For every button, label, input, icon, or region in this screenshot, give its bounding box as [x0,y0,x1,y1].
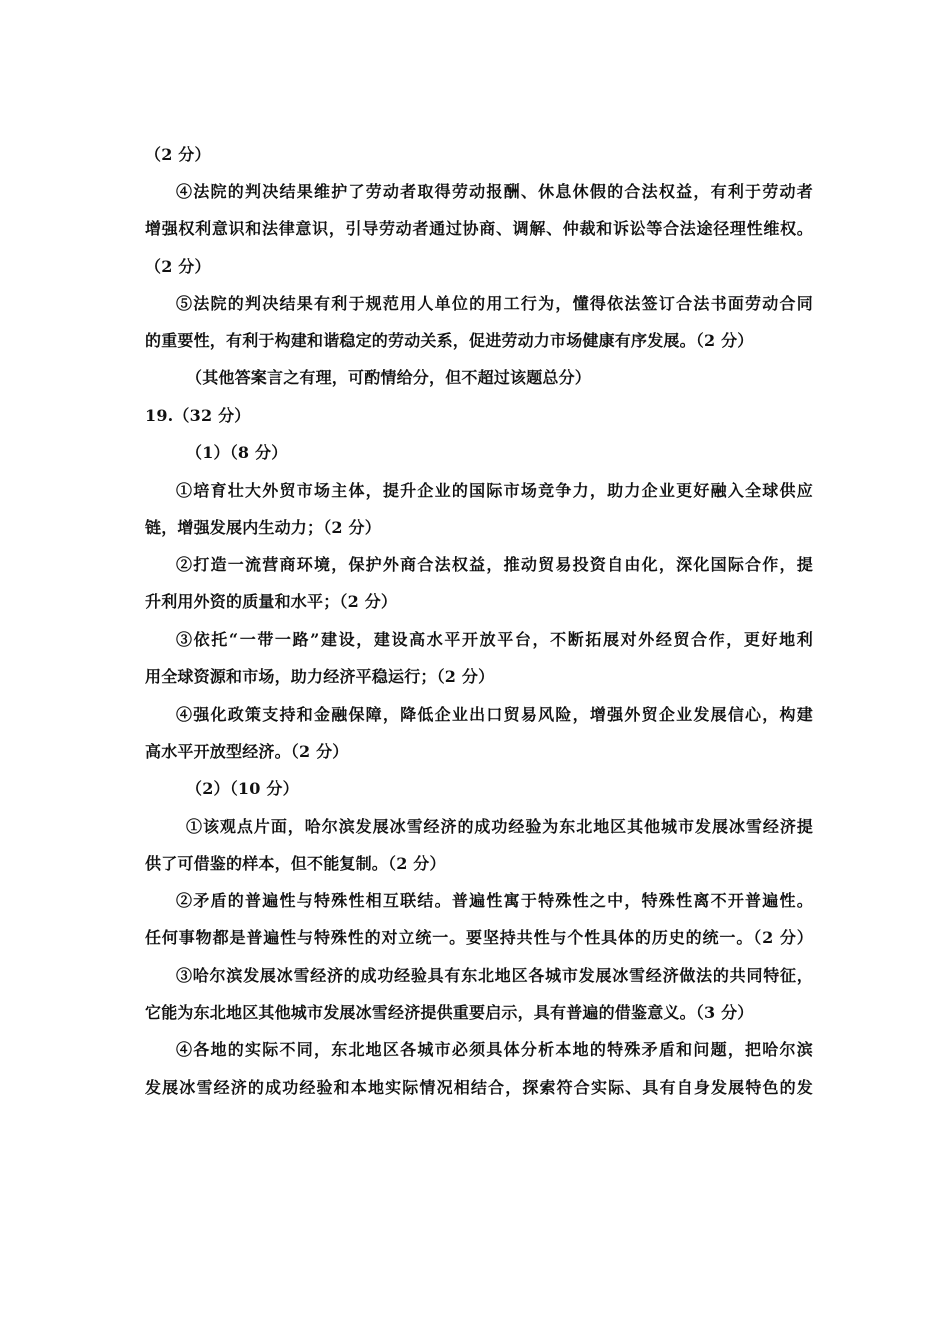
text-line: 升利用外资的质量和水平；（2 分） [145,592,398,611]
text-line: 供了可借鉴的样本，但不能复制。（2 分） [145,854,446,873]
text-line: ①该观点片面，哈尔滨发展冰雪经济的成功经验为东北地区其他城市发展冰雪经济提 [186,817,813,836]
text-line: 的重要性，有利于构建和谐稳定的劳动关系，促进劳动力市场健康有序发展。（2 分） [145,331,754,350]
text-line: 任何事物都是普遍性与特殊性的对立统一。要坚持共性与个性具体的历史的统一。（2 分） [145,928,813,947]
text-line: （其他答案言之有理，可酌情给分，但不超过该题总分） [186,368,592,387]
text-line: 它能为东北地区其他城市发展冰雪经济提供重要启示，具有普遍的借鉴意义。（3 分） [145,1003,754,1022]
text-line: ④强化政策支持和金融保障，降低企业出口贸易风险，增强外贸企业发展信心，构建 [176,705,813,724]
text-line: ①培育壮大外贸市场主体，提升企业的国际市场竞争力，助力企业更好融入全球供应 [176,481,813,500]
text-line: ⑤法院的判决结果有利于规范用人单位的用工行为，懂得依法签订合法书面劳动合同 [176,294,813,313]
text-line: 增强权利意识和法律意识，引导劳动者通过协商、调解、仲裁和诉讼等合法途径理性维权。 [145,219,813,238]
text-line: 发展冰雪经济的成功经验和本地实际情况相结合，探索符合实际、具有自身发展特色的发 [145,1078,813,1097]
subquestion-heading: （1）（8 分） [186,443,288,462]
text-line: 用全球资源和市场，助力经济平稳运行；（2 分） [145,667,495,686]
text-line: 高水平开放型经济。（2 分） [145,742,349,761]
text-line: ④法院的判决结果维护了劳动者取得劳动报酬、休息休假的合法权益，有利于劳动者 [176,182,813,201]
text-line: ②矛盾的普遍性与特殊性相互联结。普遍性寓于特殊性之中，特殊性离不开普遍性。 [176,891,813,910]
text-line: （2 分） [145,257,211,276]
text-line: ④各地的实际不同，东北地区各城市必须具体分析本地的特殊矛盾和问题，把哈尔滨 [176,1040,813,1059]
text-line: （2 分） [145,145,211,164]
text-line: 链，增强发展内生动力；（2 分） [145,518,381,537]
text-line: ③哈尔滨发展冰雪经济的成功经验具有东北地区各城市发展冰雪经济做法的共同特征， [176,966,813,985]
subquestion-heading: （2）（10 分） [186,779,299,798]
question-number: 19.（32 分） [145,406,251,425]
text-line: ③依托“一带一路”建设，建设高水平开放平台，不断拓展对外经贸合作，更好地利 [176,630,813,649]
text-line: ②打造一流营商环境，保护外商合法权益，推动贸易投资自由化，深化国际合作，提 [176,555,813,574]
